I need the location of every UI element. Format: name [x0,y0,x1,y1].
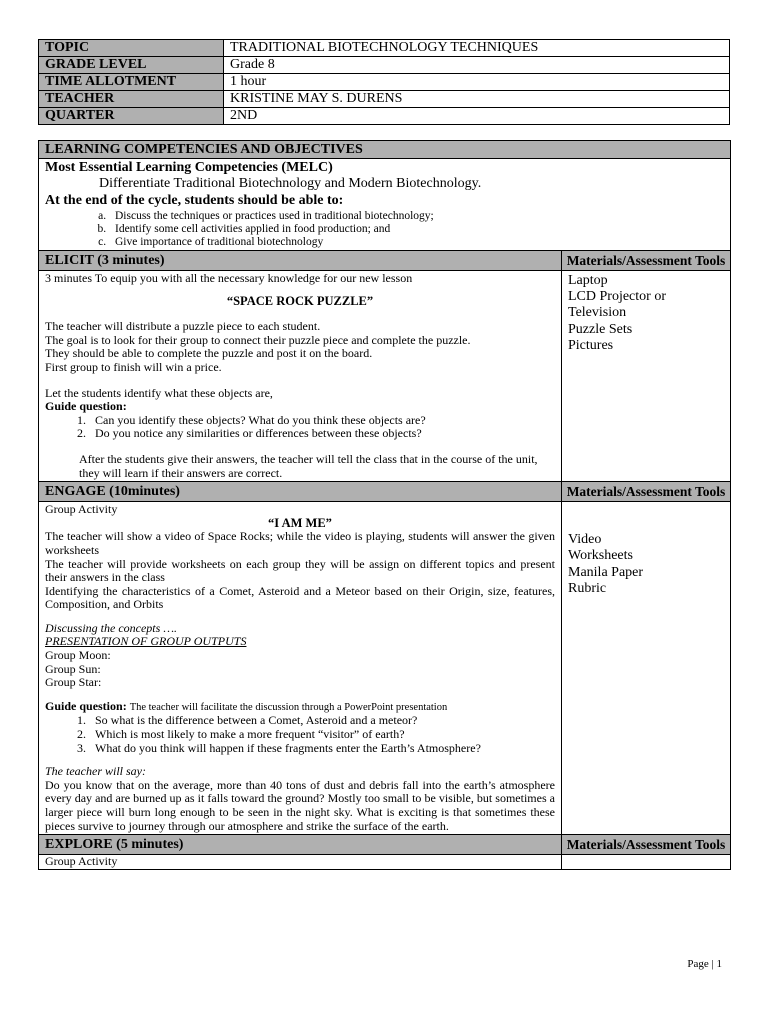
engage-group: Group Sun: [45,661,101,676]
objective-item: c. Give importance of traditional biotechnology [109,236,724,249]
header-row-quarter [39,108,730,125]
elicit-line: First group to finish will win a price. [45,359,222,374]
explore-title: EXPLORE (5 minutes) [39,835,562,855]
engage-line: The teacher will provide worksheets on each group they will be assign on different topics and present their answers in the class [45,556,555,585]
header-row-time [39,74,730,91]
engage-activity-title: “I AM ME” [268,515,332,530]
teacher-value: KRISTINE MAY S. DURENS [224,91,730,108]
engage-group: Group Star: [45,675,102,690]
header-row-teacher [39,91,730,108]
elicit-identify: Let the students identify what these objects are, [45,385,273,400]
elicit-question: 1. Can you identify these objects? What do you think these objects are? [89,414,555,428]
lesson-table [38,140,731,870]
engage-teacher-say: The teacher will say: [45,764,146,779]
engage-question: 1. So what is the difference between a Comet, Asteroid and a meteor? [89,714,555,728]
engage-header-row [39,482,731,502]
elicit-title: ELICIT (3 minutes) [39,251,562,271]
material-item: Video [568,532,602,548]
engage-line: The teacher will show a video of Space Rocks; while the video is playing, students will answer the given worksheets [45,529,555,557]
topic-value: TRADITIONAL BIOTECHNOLOGY TECHNIQUES [224,40,730,57]
engage-guide-note: The teacher will facilitate the discussion through a PowerPoint presentation [129,701,448,713]
material-item: Manila Paper [568,564,644,580]
lco-body-row [39,159,731,251]
elicit-materials-header: Materials/Assessment Tools [562,251,731,271]
elicit-after: After the students give their answers, the teacher will tell the class that in the course of the unit, they will learn if their answers are correct. [79,451,538,480]
engage-presentation: PRESENTATION OF GROUP OUTPUTS [45,634,247,649]
elicit-body-row [39,271,731,482]
engage-materials-header: Materials/Assessment Tools [562,482,731,502]
engage-group: Group Moon: [45,648,111,663]
elicit-header-row [39,251,731,271]
melc-text: Differentiate Traditional Biotechnology and Modern Biotechnology. [99,176,482,191]
engage-materials [562,502,731,835]
lco-body [39,159,731,251]
engage-question: 3. What do you think will happen if these fragments enter the Earth’s Atmosphere? [89,742,555,756]
elicit-line: The teacher will distribute a puzzle piece to each student. [45,319,321,334]
lco-header-row [39,141,731,159]
explore-materials-header: Materials/Assessment Tools [562,835,731,855]
melc-title: Most Essential Learning Competencies (MELC) [45,160,333,175]
objective-item: a. Discuss the techniques or practices used in traditional biotechnology; [109,210,724,223]
material-item: LCD Projector or [568,289,666,305]
engage-discussing: Discussing the concepts …. [45,620,177,635]
teacher-label: TEACHER [39,91,224,108]
header-row-topic [39,40,730,57]
objectives-list [45,210,724,249]
engage-question: 2. Which is most likely to make a more frequent “visitor” of earth? [89,728,555,742]
topic-label: TOPIC [39,40,224,57]
engage-title: ENGAGE (10minutes) [39,482,562,502]
explore-materials [562,855,731,870]
time-value: 1 hour [224,74,730,91]
engage-body [39,502,562,835]
engage-paragraph: Do you know that on the average, more than 40 tons of dust and debris fall into the earth’s atmosphere every day and are burned up as it falls toward the ground? Mostly too small to be visible, but sometimes a larger piece will burn long enough to be seen in the night sky. What is exciting is that sometimes these pieces survive to journey through our atmosphere and strike the surface of the earth. [45,777,555,833]
quarter-label: QUARTER [39,108,224,125]
material-item: Pictures [568,337,614,353]
elicit-intro: 3 minutes To equip you with all the necessary knowledge for our new lesson [45,271,413,285]
objective-item: b. Identify some cell activities applied in food production; and [109,223,724,236]
explore-body-row [39,855,731,870]
material-item: Laptop [568,273,608,288]
grade-value: Grade 8 [224,57,730,74]
engage-guide-label: Guide question: [45,698,127,713]
elicit-guide-label: Guide question: [45,399,127,414]
quarter-value: 2ND [224,108,730,125]
elicit-questions [45,414,555,441]
elicit-question: 2. Do you notice any similarities or differences between these objects? [89,427,555,441]
page-number: Page | 1 [687,958,722,970]
material-item: Television [568,305,627,321]
material-item: Rubric [568,580,607,596]
explore-group-activity: Group Activity [39,855,562,870]
explore-header-row [39,835,731,855]
grade-label: GRADE LEVEL [39,57,224,74]
engage-body-row [39,502,731,835]
header-row-grade [39,57,730,74]
objectives-intro: At the end of the cycle, students should be able to: [45,193,344,208]
time-label: TIME ALLOTMENT [39,74,224,91]
elicit-materials [562,271,731,482]
engage-line: Identifying the characteristics of a Comet, Asteroid and a Meteor based on their Origin, size, features, Composition, and Orbits [45,583,555,612]
lco-title: LEARNING COMPETENCIES AND OBJECTIVES [39,141,731,159]
material-item: Worksheets [568,548,633,564]
elicit-line: They should be able to complete the puzzle and post it on the board. [45,346,373,361]
elicit-line: The goal is to look for their group to connect their puzzle piece and complete the puzzle. [45,332,471,347]
material-item: Puzzle Sets [568,321,633,337]
engage-group-activity: Group Activity [45,502,118,517]
elicit-activity-title: “SPACE ROCK PUZZLE” [226,293,374,308]
engage-questions [45,714,555,755]
header-table [38,39,730,125]
elicit-body [39,271,562,482]
